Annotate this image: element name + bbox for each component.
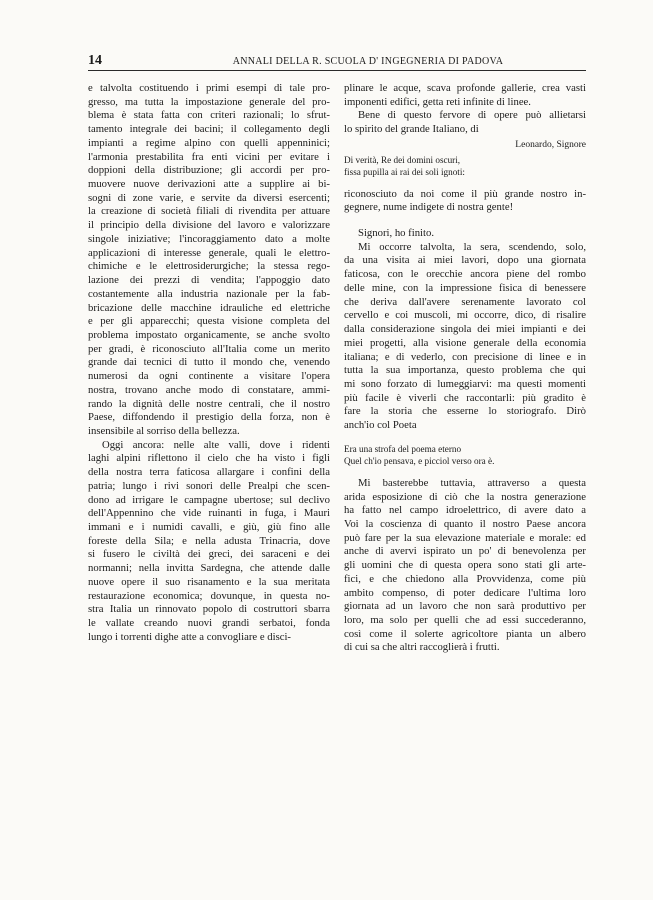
text-line: immani e i numidi cavalli, e giù, giù fino alle: [88, 521, 330, 533]
text-line: da una visita ai miei lavori, dopo una giornata: [344, 254, 586, 267]
text-line: lo spirito del grande Italiano, di: [344, 123, 479, 136]
text-line: e per gli apparecchi; questa visione completa del: [88, 315, 330, 328]
text-line: tutta la sua importanza, questo problema che qui: [344, 364, 586, 377]
text-line: stra Italia un rinnovato popolo di costruttori sbarra: [88, 603, 330, 616]
text-line: numerosi da ogni continente a visitare l'opera: [88, 370, 330, 383]
text-line: chimiche e le elettrosiderurgiche; la stessa rego-: [88, 260, 330, 273]
verse-line: fissa pupilla ai rai dei soli ignoti:: [344, 166, 465, 177]
verse-quote-poeta: [344, 443, 586, 467]
text-line: anch'io col Poeta: [344, 419, 417, 432]
text-line: Oggi ancora: nelle alte valli, dove i ridenti: [102, 438, 330, 451]
text-line: il principio della divisione del lavoro e valorizzare: [88, 219, 330, 232]
text-line: muovere nuove derivazioni atte a supplire ai bi-: [88, 178, 330, 191]
text-line: per gradi, è riconosciuto all'Italia come un merito: [88, 342, 330, 355]
text-line: che deriva dall'avere serenamente lavorato col: [344, 295, 586, 308]
text-line: e talvolta costituendo i primi esempi di tale pro-: [88, 82, 330, 94]
page-header: [0, 0, 653, 68]
text-line: delle mine, con la impressione fisica di benessere: [344, 281, 586, 294]
text-line: cervello e coi muscoli, mi occorre, dico, di risalire: [344, 309, 586, 322]
text-line: restaurazione economica; dovunque, in questa no-: [88, 589, 330, 602]
closing-line: Signori, ho finito.: [358, 227, 435, 240]
text-line: fici, e che chiedono alla Provvidenza, come più: [344, 572, 586, 585]
text-line: insensibile al sorriso della bellezza.: [88, 424, 240, 437]
text-line: Bene di questo fervore di opere può allietarsi: [358, 109, 586, 122]
text-line: grande dai tecnici di tutto il mondo che, venendo: [88, 356, 330, 369]
text-line: costantemente alla industria nazionale per la fab-: [88, 287, 330, 300]
text-line: normanni; nella invitta Sardegna, che attende dalle: [88, 562, 330, 575]
text-line: doppioni della distribuzione; gli accordi per pro-: [88, 164, 330, 177]
text-line: faticosa, con le orecchie ancora piene del rombo: [344, 268, 586, 281]
text-line: loro, ma solo per quelli che ad essi succederanno,: [344, 614, 586, 626]
text-line: Mi occorre talvolta, la sera, scendendo, solo,: [358, 240, 586, 253]
text-line: può fare per la sua elevazione materiale e morale: ed: [344, 531, 586, 544]
verse-quote-leonardo: [344, 154, 586, 178]
text-line: più facile è viverli che raccontarli: più gradito è: [344, 391, 586, 404]
text-line: riconosciuto da noi come il più grande nostro in-: [344, 187, 586, 200]
page-number: 14: [88, 53, 102, 68]
spacer: [344, 467, 586, 477]
text-line: dell'Appennino che vide ruinanti in fuga, i Mauri: [88, 507, 330, 520]
text-line: rando la dignità delle nostre centrali, che il nostro: [88, 397, 330, 410]
text-line: gresso, ma tutta la impostazione generale del pro-: [88, 95, 330, 108]
text-line: ambito compenso, di poter dedicare l'ultima loro: [344, 586, 586, 599]
spacer: [344, 433, 586, 443]
verse-line: Era una strofa del poema eterno: [344, 443, 462, 454]
text-line: giornata ad un lavoro che non sarà produttivo per: [344, 600, 586, 613]
text-line: dono ad irrigare le campagne ubertose; sul declivo: [88, 493, 330, 506]
spacer: [344, 215, 586, 227]
text-line: applicazioni di interesse generale, quali le elettro-: [88, 246, 330, 259]
verse-line: Quel ch'io pensava, e picciol verso ora è.: [344, 455, 495, 466]
text-line: imponenti edifici, getta reti infinite di linee.: [344, 95, 531, 108]
text-line: arida esposizione di ciò che la nostra generazione: [344, 490, 586, 503]
text-line: anche di avervi ispirato un po' di benevolenza per: [344, 545, 586, 558]
paragraph-opening: [344, 82, 586, 137]
text-line: Paese, diffondendo il prestigio della forza, non è: [88, 411, 330, 424]
text-line: bricazione delle macchine idrauliche ed elettriche: [88, 301, 330, 314]
text-line: di cui sa che altri raccoglierà i frutti.: [344, 641, 500, 654]
paragraph-conclusion: [344, 477, 586, 655]
text-line: foreste della Sila; e nella adusta Trinacria, dove: [88, 534, 330, 547]
text-line: mi sono forzato di lumeggiarvi: ma questi momenti: [344, 377, 586, 390]
text-line: lazione dei prezzi di vendita; l'appoggio dato: [88, 274, 330, 287]
verse-attribution: Leonardo, Signore: [515, 139, 586, 150]
text-line: fare la storia che esserne lo storiografo. Dirò: [344, 405, 586, 418]
text-line: laghi alpini riflettono il cielo che ha visto i figli: [88, 452, 330, 465]
text-line: ha fatto nel campo idroelettrico, di avere dato a: [344, 504, 586, 517]
text-line: blema è stata fatta con criteri razionali; lo sfrut-: [88, 109, 330, 122]
text-line: si fusero le civiltà dei greci, dei saraceni e dei: [88, 548, 330, 561]
paragraph-reflection: [344, 241, 586, 433]
text-line: nuove opere il suo risanamento e la sua meritata: [88, 575, 330, 588]
text-line: così come il solerte agricoltore pianta un albero: [344, 627, 586, 640]
verse-line: Di verità, Re dei domini oscuri,: [344, 154, 461, 165]
text-line: lungo i torrenti dighe atte a convogliare e disci-: [88, 630, 291, 643]
text-line: patria; lungo i rivi sonori delle Prealpi che scen-: [88, 479, 330, 492]
spacer: [344, 178, 586, 188]
text-line: impianti a regime alpino con quelli appenninici;: [88, 136, 330, 149]
text-line: della nostra terra faticosa allargare i confini della: [88, 466, 330, 479]
text-line: l'armonia prestabilita fra enti vicini per evitare i: [88, 150, 330, 163]
text-line: dalla considerazione singola dei miei impianti e dei: [344, 323, 586, 336]
text-line: nostra, trovano anche modo di constatare, ammi-: [88, 383, 330, 396]
header-rule: [88, 70, 586, 71]
text-line: sogni di zone varie, e servite da diversi esercenti;: [88, 191, 330, 204]
text-line: la creazione di società filiali di rivendita per attuare: [88, 205, 330, 218]
text-line: singole iniziative; l'incoraggiamento dato a molte: [88, 232, 330, 245]
right-column: [344, 82, 586, 655]
running-title: ANNALI DELLA R. SCUOLA D' INGEGNERIA DI PADOVA: [232, 56, 504, 67]
text-line: gli uomini che di questa opera sono stati gli arte-: [344, 559, 586, 572]
text-line: problema impostato organicamente, se anche svolto: [88, 328, 330, 341]
text-line: plinare le acque, scava profonde gallerie, crea vasti: [344, 82, 586, 94]
text-line: Voi la coscienza di quanto il nostro Paese ancora: [344, 517, 586, 530]
text-line: le vallate creando nuovi grandi serbatoi, fonda: [88, 617, 330, 630]
text-line: miei progetti, alla visione generale della economia: [344, 336, 586, 349]
text-line: tamento integrale dei bacini; il collegamento degli: [88, 123, 330, 136]
text-line: gegnere, nume indigete di nostra gente!: [344, 201, 514, 214]
text-line: italiana; e di vederlo, con precisione di linee e in: [344, 350, 586, 363]
text-line: Mi basterebbe tuttavia, attraverso a questa: [358, 476, 586, 489]
left-column: [88, 82, 330, 644]
paragraph-verse-continuation: [344, 188, 586, 215]
